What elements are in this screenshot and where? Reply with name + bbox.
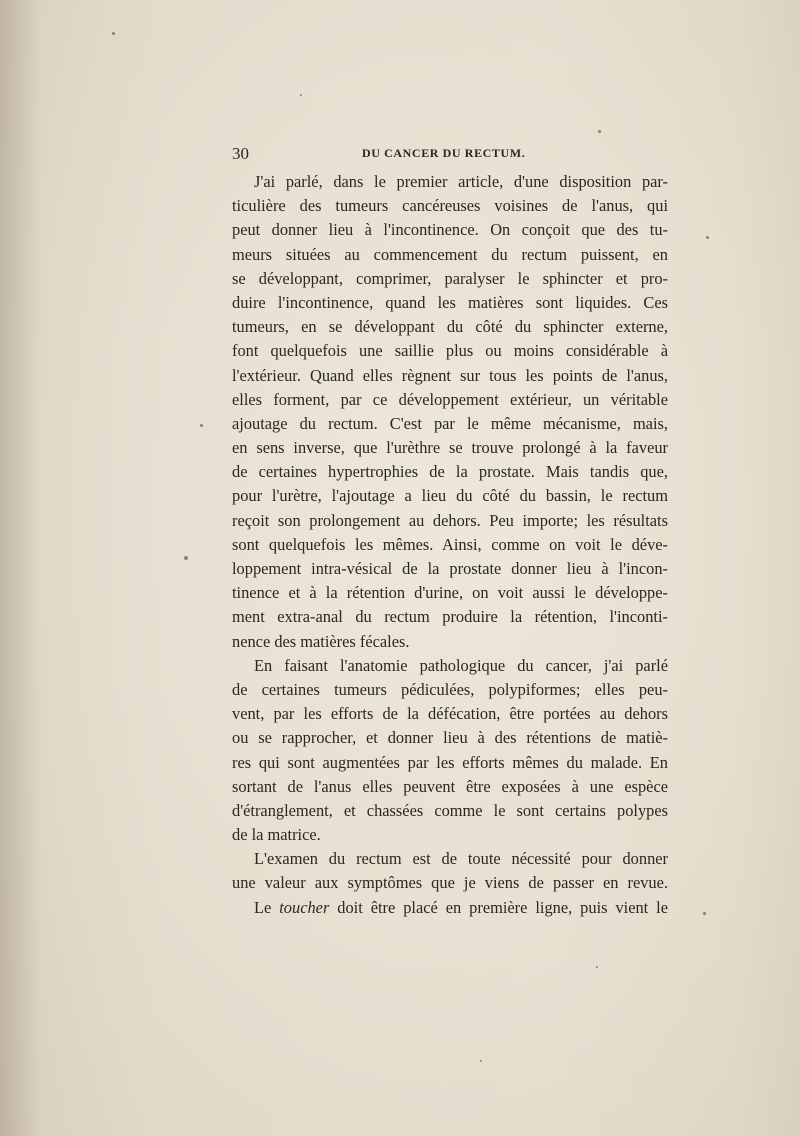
text-line: En faisant l'anatomie pathologique du cancer, j'ai parlé bbox=[254, 655, 668, 675]
paper-speck bbox=[598, 130, 601, 133]
paper-speck bbox=[706, 236, 709, 239]
text-line: duire l'incontinence, quand les matières sont liquides. Ces bbox=[232, 292, 668, 312]
paper-speck bbox=[184, 556, 188, 560]
text-line: res qui sont augmentées par les efforts mêmes du malade. En bbox=[232, 752, 668, 772]
text-line: nence des matières fécales. bbox=[232, 631, 410, 651]
text-run: Le bbox=[254, 897, 280, 917]
text-line: font quelquefois une saillie plus ou moins considérable à bbox=[232, 341, 668, 361]
text-line: L'examen du rectum est de toute nécessité pour donner bbox=[254, 849, 668, 869]
paper-speck bbox=[200, 424, 203, 427]
paper-speck bbox=[300, 94, 302, 96]
text-line: de certaines tumeurs pédiculées, polypiformes; elles peu- bbox=[232, 679, 668, 699]
paper-speck bbox=[703, 912, 706, 915]
text-line: ou se rapprocher, et donner lieu à des rétentions de matiè- bbox=[232, 728, 668, 748]
page-edge-shadow bbox=[0, 0, 40, 1136]
text-line: d'étranglement, et chassées comme le sont certains polypes bbox=[232, 800, 668, 820]
running-title: DU CANCER DU RECTUM. bbox=[362, 146, 526, 160]
text-line: ajoutage du rectum. C'est par le même mécanisme, mais, bbox=[232, 413, 668, 433]
text-line: vent, par les efforts de la défécation, être portées au dehors bbox=[232, 704, 668, 724]
paper-speck bbox=[480, 1060, 482, 1062]
text-line: l'extérieur. Quand elles règnent sur tous les points de l'anus, bbox=[232, 365, 668, 385]
paper-speck bbox=[112, 32, 115, 35]
text-line: tinence et à la rétention d'urine, on voit aussi le développe- bbox=[232, 583, 668, 603]
text-line: se développant, comprimer, paralyser le sphincter et pro- bbox=[232, 268, 668, 288]
page-number: 30 bbox=[232, 144, 249, 163]
text-line: elles forment, par ce développement extérieur, un véritable bbox=[232, 389, 668, 409]
text-line: loppement intra-vésical de la prostate donner lieu à l'incon- bbox=[232, 559, 668, 578]
text-line: ment extra-anal du rectum produire la rétention, l'inconti- bbox=[232, 607, 668, 627]
text-line: sortant de l'anus elles peuvent être exposées à une espèce bbox=[232, 776, 668, 796]
text-line: J'ai parlé, dans le premier article, d'une disposition par- bbox=[254, 172, 668, 191]
page-header bbox=[232, 144, 668, 168]
text-run: doit être placé en première ligne, puis vient le bbox=[329, 897, 668, 917]
text-line: en sens inverse, que l'urèthre se trouve prolongé à la faveur bbox=[232, 438, 668, 458]
text-line: de certaines hypertrophies de la prostate. Mais tandis que, bbox=[232, 462, 668, 482]
text-line: sont quelquefois les mêmes. Ainsi, comme on voit le déve- bbox=[232, 534, 668, 554]
text-line: ticulière des tumeurs cancéreuses voisines de l'anus, qui bbox=[232, 196, 668, 216]
body-text bbox=[232, 170, 668, 920]
paper-speck bbox=[596, 966, 598, 968]
text-line: une valeur aux symptômes que je viens de passer en revue. bbox=[232, 873, 668, 893]
text-line: peut donner lieu à l'incontinence. On conçoit que des tu- bbox=[232, 220, 668, 240]
text-line: reçoit son prolongement au dehors. Peu importe; les résultats bbox=[232, 510, 668, 530]
text-line-final bbox=[232, 896, 668, 920]
text-line: tumeurs, en se développant du côté du sphincter externe, bbox=[232, 317, 668, 337]
text-line: meurs situées au commencement du rectum puissent, en bbox=[232, 244, 668, 264]
text-line: pour l'urètre, l'ajoutage a lieu du côté du bassin, le rectum bbox=[232, 486, 668, 506]
text-line: de la matrice. bbox=[232, 825, 321, 845]
emphasis-word: toucher bbox=[279, 897, 330, 917]
